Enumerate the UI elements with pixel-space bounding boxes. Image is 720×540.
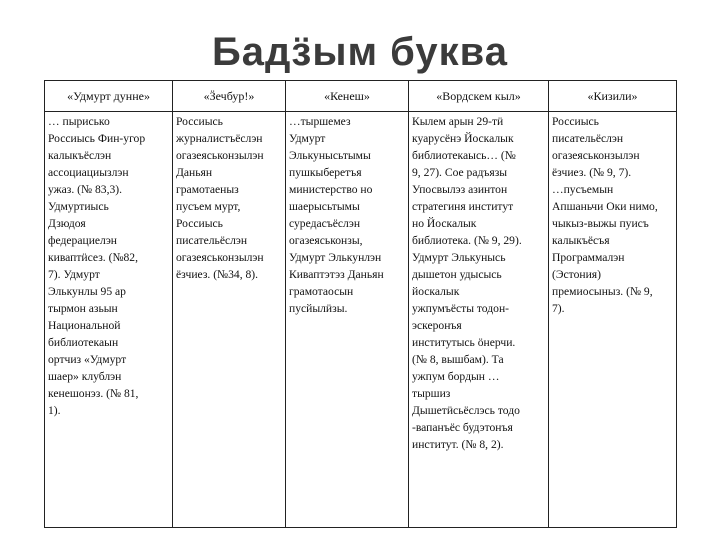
table-header-row <box>45 81 677 112</box>
cell-udmurt-dunne: … пырисько Россиысь Фин-угор калыкъёслэн ассоциациызлэн ужаз. (№ 83,3). Удмуртиысь Дзюдоя федерациелэн киваптӥсез. (№82, 7). Удмурт Элькунлы 95 ар тырмон азьын Национальной библиотекаын ортчиз «Удмурт шаер» клублэн кенешонэз. (№ 81, 1). <box>45 112 173 528</box>
header-udmurt-dunne: «Удмурт дунне» <box>45 81 173 112</box>
cell-kizili: Россиысь писательёслэн огазеяськонзылэн ёзчиез. (№ 9, 7). …пусъемын Апшаньчи Оки нимо, чыкыз-выжы пуисъ калыкъёсъя Программалэн (Эстония) премиосыныз. (№ 9, 7). <box>549 112 677 528</box>
table-row <box>45 112 677 528</box>
cell-vordskem-kyl: Кылем арын 29-тӥ куарусёнэ Йоскалык библиотекаысь… (№ 9, 27). Сое радъязы Упосвылэз азинтон стратегиня институт но Йоскалык библиотека. (№ 9, 29). Удмурт Элькунысь дышетон удысысь йоскалык ужпумъёсты тодон- эскеронъя институтысь ӧнерчи. (№ 8, вышбам). Та ужпум бордын … тыршиз Дышетӥсьёслэсь тодо -вапанъёс будэтонъя институт. (№ 8, 2). <box>409 112 549 528</box>
newspapers-table <box>44 80 677 528</box>
header-dzechbur: «Ӟечбур!» <box>173 81 286 112</box>
header-kenesh: «Кенеш» <box>286 81 409 112</box>
slide-title: Бадӟым буква <box>212 30 508 74</box>
header-kizili: «Кизили» <box>549 81 677 112</box>
header-vordskem-kyl: «Вордскем кыл» <box>409 81 549 112</box>
cell-kenesh: …тыршемез Удмурт Элькунысьтымы пушкыберетъя министерство но шаерысьтымы суредасъёслэн огазеяськонзы, Удмурт Элькунлэн Киваптэтэз Даньян грамотаосын пусйылӥзы. <box>286 112 409 528</box>
cell-dzechbur: Россиысь журналистъёслэн огазеяськонзылэн Даньян грамотаеныз пусъем мурт, Россиысь писательёслэн огазеяськонзылэн ёзчиез. (№34, 8). <box>173 112 286 528</box>
